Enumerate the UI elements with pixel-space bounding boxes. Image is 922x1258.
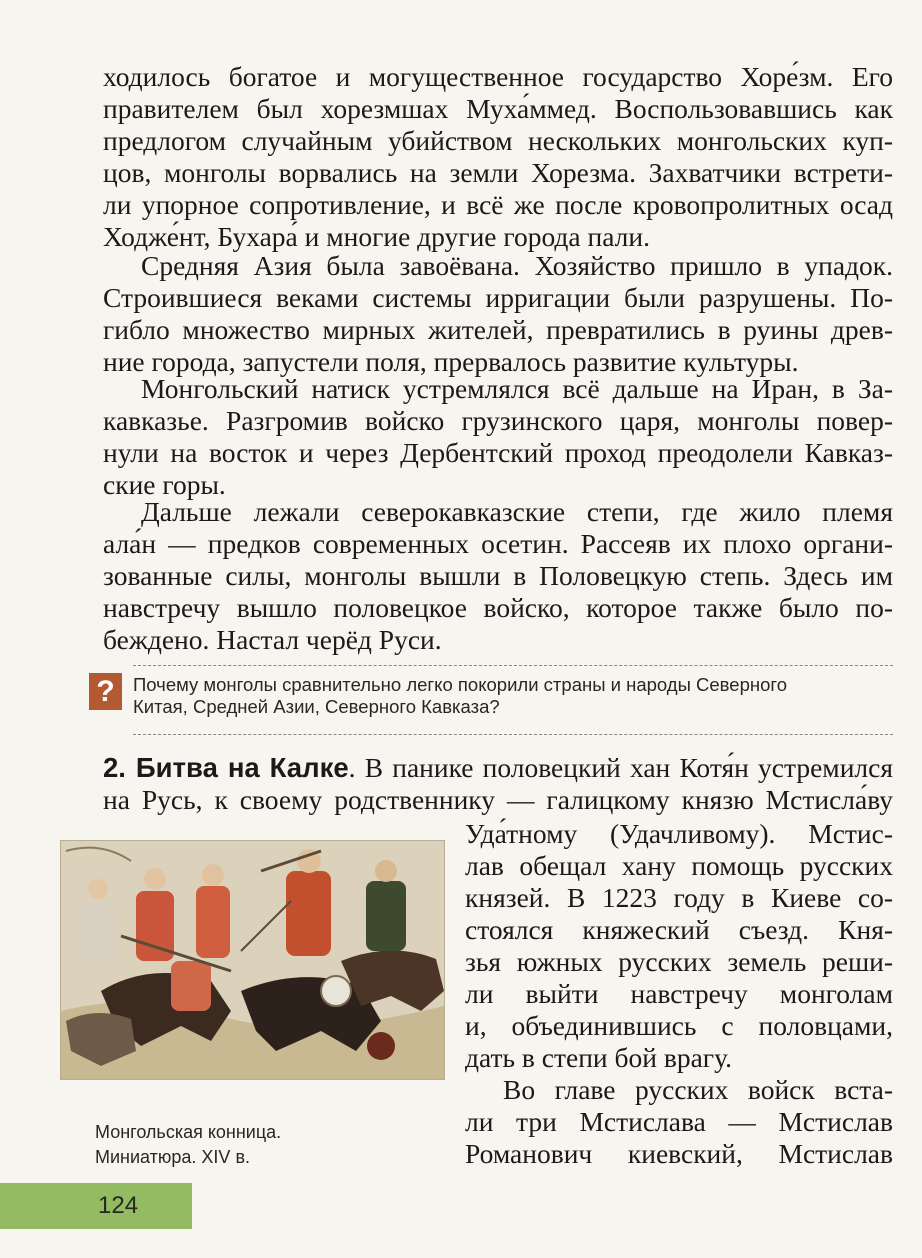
question-line: Китая, Средней Азии, Северного Кавказа? [133,696,500,717]
text-line: и, объединившись с половцами, [465,1010,893,1041]
text-line: Во главе русских войск вста- [503,1074,893,1105]
miniature-image [61,841,444,1079]
caption-line: Миниатюра. XIV в. [95,1147,251,1167]
review-question [133,674,893,718]
paragraph-4 [103,496,893,656]
text-line: ли выйти навстречу монголам [465,978,893,1009]
text-line: беждено. Настал черёд Руси. [103,624,442,655]
text-line: ние города, запустели поля, прервалось развитие культуры. [103,346,799,377]
text-span: . В панике половецкий хан Котя́н устремился [348,752,893,783]
text-line: ские горы. [103,469,226,500]
caption-line: Монгольская конница. [95,1122,282,1142]
page-number-tab [0,1183,192,1229]
text-line: Дальше лежали северокавказские степи, где жило племя [141,496,893,527]
text-line: Монгольский натиск устремлялся всё дальше на Иран, в За- [141,373,893,404]
text-line: правителем был хорезмшах Муха́ммед. Воспользовавшись как [103,93,893,124]
section-2-column [465,818,893,1170]
text-line: на Русь, к своему родственнику — галицкому князю Мстисла́ву [103,784,893,815]
question-rule-top [133,665,893,666]
mongol-cavalry-miniature [60,840,445,1080]
text-line: нули на восток и через Дербентский проход преодолели Кавказ- [103,437,893,468]
text-line: Строившиеся веками системы ирригации были разрушены. По- [103,282,893,313]
text-line: навстречу вышло половецкое войско, которое также было по- [103,592,893,623]
question-rule-bottom [133,734,893,735]
text-line: ходилось богатое и могущественное государство Хоре́зм. Его [103,61,893,92]
paragraph-3 [103,373,893,501]
paragraph-1 [103,61,893,253]
text-line: зованные силы, монголы вышли в Половецкую степь. Здесь им [103,560,893,591]
question-mark-icon: ? [89,673,122,710]
text-line: ли упорное сопротивление, и всё же после кровопролитных осад [103,189,893,220]
text-line: предлогом случайным убийством нескольких монгольских куп- [103,125,893,156]
text-line: цов, монголы ворвались на земли Хорезма. Захватчики встрети- [103,157,893,188]
section-2 [103,752,893,816]
text-line: стоялся княжеский съезд. Кня- [465,914,893,945]
text-line: Ходже́нт, Бухара́ и многие другие города пали. [103,221,650,252]
text-line: ли три Мстислава — Мстислав [465,1106,893,1137]
text-line: кавказье. Разгромив войско грузинского царя, монголы повер- [103,405,893,436]
page-number: 124 [98,1192,139,1219]
image-caption [95,1120,425,1170]
text-line [103,752,893,784]
text-line: дать в степи бой врагу. [465,1042,732,1073]
question-line: Почему монголы сравнительно легко покорили страны и народы Северного [133,674,787,695]
text-line: Уда́тному (Удачливому). Мстис- [465,818,893,849]
text-line: зья южных русских земель реши- [465,946,893,977]
text-line: гибло множество мирных жителей, превратились в руины древ- [103,314,893,345]
section-heading: 2. Битва на Калке [103,752,349,783]
text-line: князей. В 1223 году в Киеве со- [465,882,893,913]
text-line: лав обещал хану помощь русских [465,850,893,881]
text-line: Средняя Азия была завоёвана. Хозяйство пришло в упадок. [141,250,893,281]
text-line: ала́н — предков современных осетин. Рассеяв их плохо органи- [103,528,893,559]
paragraph-2 [103,250,893,378]
text-line: Романович киевский, Мстислав [465,1138,893,1169]
